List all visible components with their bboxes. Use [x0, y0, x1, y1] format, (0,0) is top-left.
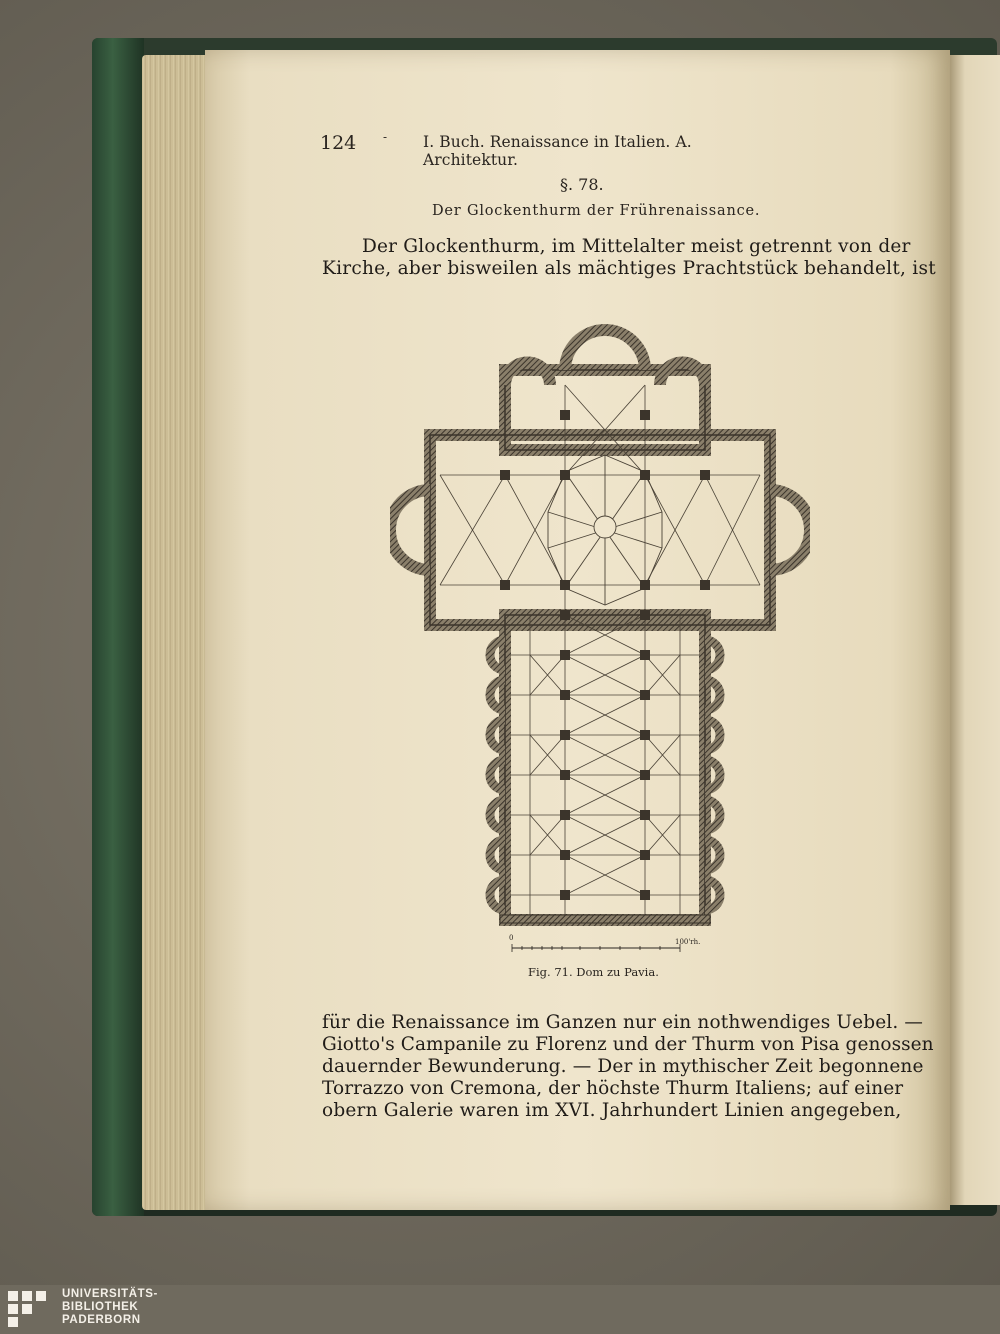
scale-zero: 0 [509, 934, 514, 942]
header-dash: - [383, 130, 388, 144]
running-header [320, 130, 790, 169]
library-name-line2: BIBLIOTHEK [62, 1301, 139, 1313]
figure-caption: Fig. 71. Dom zu Pavia. [528, 965, 659, 979]
library-name-line3: PADERBORN [62, 1314, 141, 1326]
page-edges [142, 55, 212, 1210]
body-line: Der Glockenthurm, im Mittelalter meist getrennt von der [362, 236, 911, 257]
body-line: Giotto's Campanile zu Florenz und der Thurm von Pisa genossen [322, 1034, 934, 1055]
book-spine [92, 38, 144, 1216]
scale-label: 100'rh. [675, 938, 701, 946]
facing-page-edge [950, 55, 1000, 1205]
church-floor-plan [390, 315, 810, 930]
body-line: für die Renaissance im Ganzen nur ein nothwendiges Uebel. — [322, 1012, 924, 1033]
body-line: Kirche, aber bisweilen als mächtiges Prachtstück behandelt, ist [322, 258, 936, 279]
body-line: dauernder Bewunderung. — Der in mythischer Zeit begonnene [322, 1056, 924, 1077]
page-number: 124 [320, 132, 357, 154]
library-name-line1: UNIVERSITÄTS- [62, 1288, 158, 1300]
body-line: obern Galerie waren im XVI. Jahrhundert Linien angegeben, [322, 1100, 902, 1121]
running-title: I. Buch. Renaissance in Italien. A. Architektur. [423, 133, 692, 169]
library-logo-icon [6, 1289, 50, 1329]
section-title: Der Glockenthurm der Frührenaissance. [432, 203, 761, 219]
section-number: §. 78. [560, 175, 604, 194]
body-line: Torrazzo von Cremona, der höchste Thurm Italiens; auf einer [322, 1078, 904, 1099]
